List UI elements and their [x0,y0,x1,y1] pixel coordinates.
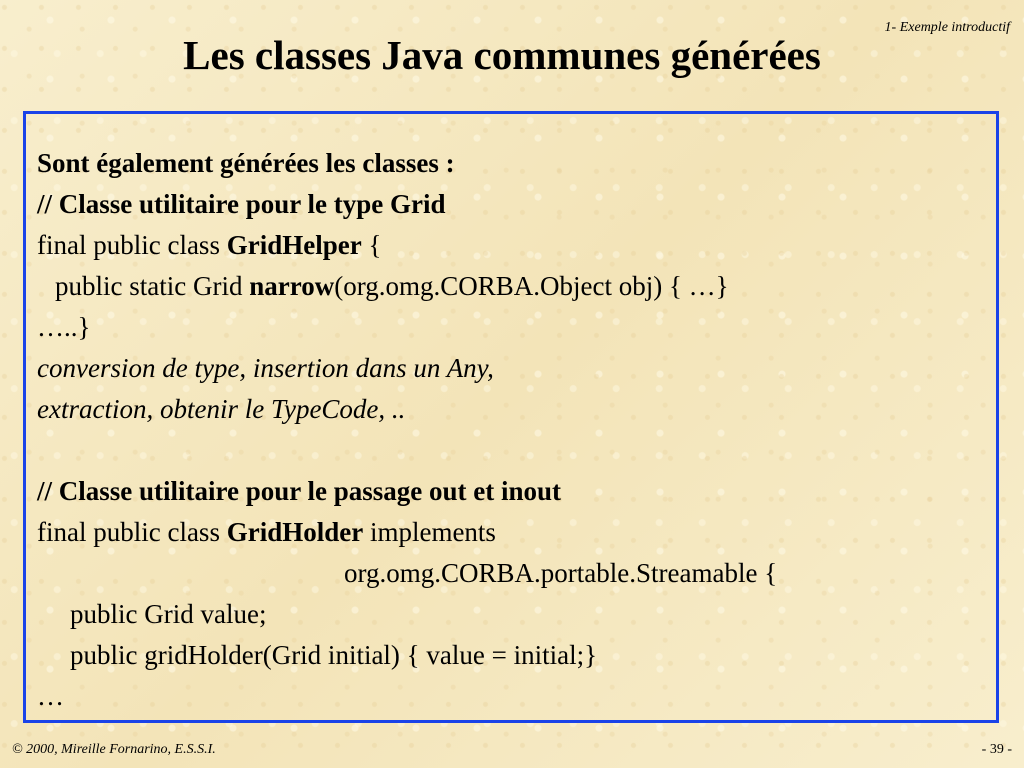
method-name-narrow: narrow [249,271,335,301]
line-gridholder-class [37,516,496,548]
code-text: final public class [37,517,227,547]
footer-copyright: © 2000, Mireille Fornarino, E.S.S.I. [12,742,216,757]
line-description-2: extraction, obtenir le TypeCode, .. [37,394,406,424]
code-text: public static Grid [55,271,250,301]
line-constructor: public gridHolder(Grid initial) { value = initial;} [70,640,598,670]
code-text: (org.omg.CORBA.Object obj) { …} [334,271,729,301]
line-streamable: org.omg.CORBA.portable.Streamable { [344,558,778,588]
comment-grid-holder: // Classe utilitaire pour le passage out et inout [37,476,562,506]
code-text: { [361,230,382,260]
section-label: 1- Exemple introductif [884,20,1010,35]
class-name-gridhelper: GridHelper [226,230,362,260]
line-intro: Sont également générées les classes : [37,148,455,178]
class-name-gridholder: GridHolder [226,517,364,547]
line-description-1: conversion de type, insertion dans un Any, [37,353,494,383]
line-ellipsis-close: …..} [37,312,91,342]
line-narrow-method [55,270,729,302]
comment-grid-helper: // Classe utilitaire pour le type Grid [37,189,446,219]
code-text: final public class [37,230,227,260]
line-final-ellipsis: … [37,681,64,711]
code-text: implements [363,517,496,547]
slide-title: Les classes Java communes générées [183,32,821,78]
line-value-field: public Grid value; [70,599,267,629]
line-gridhelper-class [37,229,381,261]
page-number: - 39 - [981,742,1012,757]
